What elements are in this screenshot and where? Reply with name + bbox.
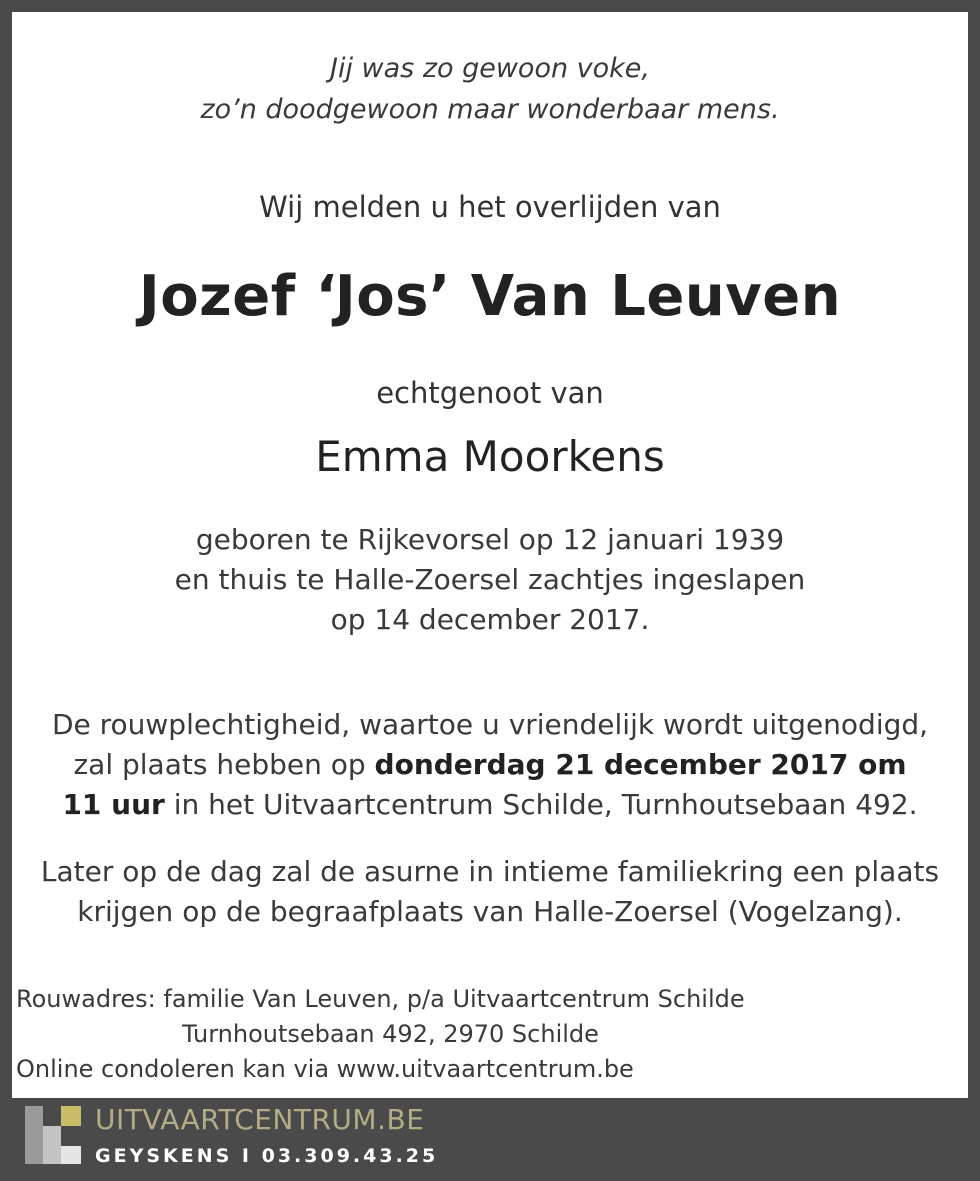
mourning-address: Rouwadres: familie Van Leuven, p/a Uitvaartcentrum Schilde bbox=[16, 985, 745, 1013]
dates-line-2: en thuis te Halle-Zoersel zachtjes ingeslapen bbox=[174, 563, 806, 596]
funeral-home-phone: GEYSKENS I 03.309.43.25 bbox=[95, 1145, 439, 1167]
spouse-name: Emma Moorkens bbox=[315, 432, 665, 481]
opening-quote bbox=[12, 48, 968, 130]
dates-line-1: geboren te Rijkevorsel op 12 januari 1939 bbox=[195, 523, 785, 556]
quote-line-1: Jij was zo gewoon voke, bbox=[330, 53, 650, 84]
funeral-home-logo-icon bbox=[25, 1106, 81, 1164]
obituary-card bbox=[12, 12, 968, 1098]
ceremony-line-1: De rouwplechtigheid, waartoe u vriendelijk wordt uitgenodigd, bbox=[51, 708, 929, 741]
announcement: Wij melden u het overlijden van bbox=[259, 190, 721, 224]
urn-line-2: krijgen op de begraafplaats van Halle-Zoersel (Vogelzang). bbox=[77, 895, 903, 928]
dates-line-3: op 14 december 2017. bbox=[330, 603, 650, 636]
urn-line-1: Later op de dag zal de asurne in intieme familiekring een plaats bbox=[40, 855, 940, 888]
funeral-home-footer bbox=[0, 1098, 980, 1181]
ceremony-details bbox=[12, 705, 968, 825]
urn-details bbox=[12, 852, 968, 932]
ceremony-location: in het Uitvaartcentrum Schilde, Turnhoutsebaan 492. bbox=[164, 788, 918, 821]
life-dates bbox=[12, 520, 968, 640]
ceremony-date: donderdag 21 december 2017 om bbox=[374, 748, 907, 781]
ceremony-line-2-text: zal plaats hebben op bbox=[73, 748, 375, 781]
ceremony-line-2 bbox=[12, 745, 968, 785]
funeral-home-brand: UITVAARTCENTRUM.BE bbox=[95, 1103, 425, 1136]
online-condolence: Online condoleren kan via www.uitvaartcentrum.be bbox=[16, 1055, 634, 1083]
deceased-name: Jozef ‘Jos’ Van Leuven bbox=[138, 264, 842, 329]
contact-info bbox=[16, 982, 745, 1087]
spouse-intro: echtgenoot van bbox=[376, 376, 604, 410]
ceremony-line-3 bbox=[12, 785, 968, 825]
quote-line-2: zo’n doodgewoon maar wonderbaar mens. bbox=[200, 94, 780, 125]
mourning-address-street: Turnhoutsebaan 492, 2970 Schilde bbox=[182, 1020, 599, 1048]
ceremony-time: 11 uur bbox=[62, 788, 165, 821]
